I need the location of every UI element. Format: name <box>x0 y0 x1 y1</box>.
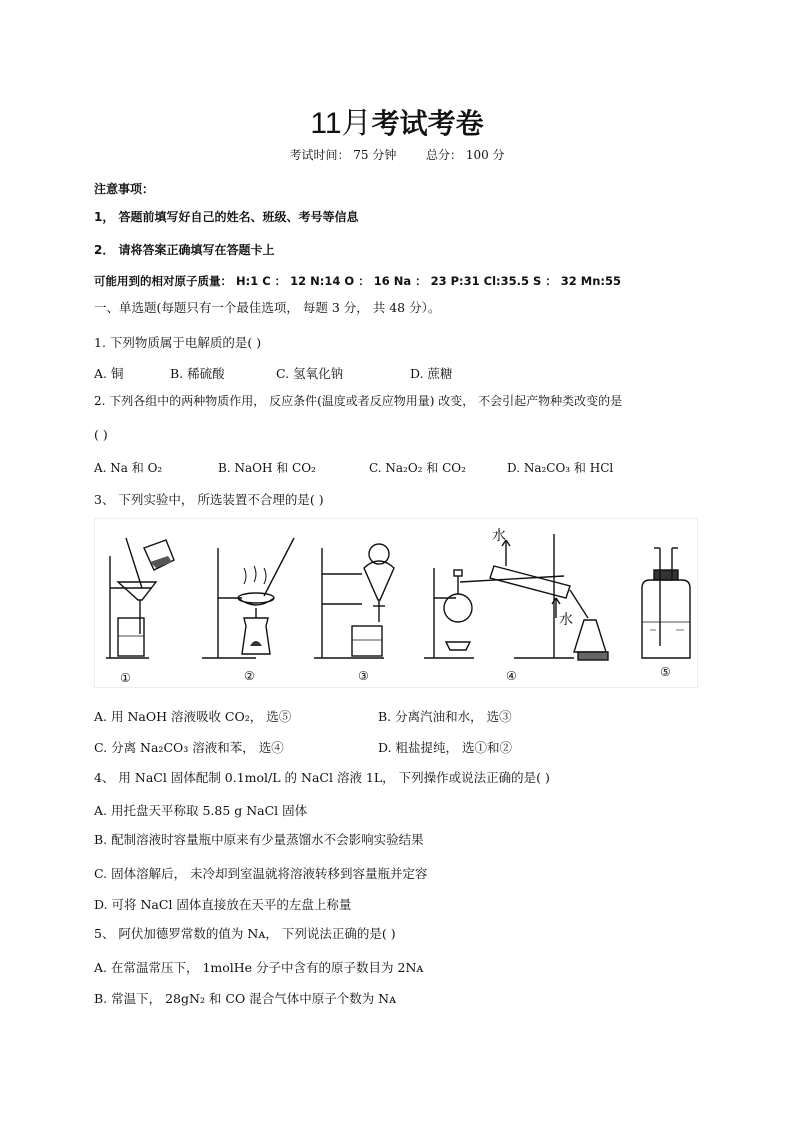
q1-stem: 1. 下列物质属于电解质的是( ) <box>94 335 262 350</box>
q2-option-a: A. Na 和 O₂ <box>94 461 163 475</box>
q2-option-d: D. Na₂CO₃ 和 HCl <box>507 461 614 475</box>
exam-info <box>0 146 794 163</box>
water-label-bottom: 水 <box>559 612 573 628</box>
q3-option-b: B. 分离汽油和水， 选③ <box>378 709 512 724</box>
notice-item-1: 1， 答题前填写好自己的姓名、班级、考号等信息 <box>94 210 359 224</box>
notice-heading: 注意事项： <box>94 182 155 196</box>
q3-apparatus-figure <box>94 518 698 688</box>
q2-option-b: B. NaOH 和 CO₂ <box>218 461 316 475</box>
q4-option-a: A. 用托盘天平称取 5.85 g NaCl 固体 <box>94 803 308 818</box>
figure-label-2: ② <box>244 669 255 683</box>
notice-item-2: 2． 请将答案正确填写在答题卡上 <box>94 243 275 257</box>
q5-option-a: A. 在常温常压下， 1molHe 分子中含有的原子数目为 2Nᴀ <box>94 960 424 975</box>
figure-label-3: ③ <box>358 669 369 683</box>
q3-option-a: A. 用 NaOH 溶液吸收 CO₂， 选⑤ <box>94 709 292 724</box>
q2-option-c: C. Na₂O₂ 和 CO₂ <box>369 461 466 475</box>
q4-stem: 4、 用 NaCl 固体配制 0.1mol/L 的 NaCl 溶液 1L， 下列操作或说法正确的是( ) <box>94 770 550 785</box>
figure-label-5: ⑤ <box>660 665 671 679</box>
figure-label-4: ④ <box>506 669 517 683</box>
q2-paren: ( ) <box>94 427 108 442</box>
exam-time: 考试时间： 75 分钟 <box>289 148 397 162</box>
title-number: 11月 <box>310 107 372 140</box>
q1-option-b: B. 稀硫酸 <box>170 366 225 381</box>
section-heading: 一、单选题(每题只有一个最佳选项， 每题 3 分， 共 48 分）。 <box>94 300 441 315</box>
q1-option-c: C. 氢氧化钠 <box>276 366 344 381</box>
figure-label-1: ① <box>120 671 131 685</box>
page-title <box>0 98 794 142</box>
exam-total: 总分： 100 分 <box>426 148 505 162</box>
title-text: 考试考卷 <box>371 107 484 140</box>
q4-option-b: B. 配制溶液时容量瓶中原来有少量蒸馏水不会影响实验结果 <box>94 832 424 847</box>
q3-stem: 3、 下列实验中， 所选装置不合理的是( ) <box>94 492 324 507</box>
water-label-top: 水 <box>492 528 506 544</box>
q5-stem: 5、 阿伏加德罗常数的值为 Nᴀ， 下列说法正确的是( ) <box>94 926 396 941</box>
atomic-masses: 可能用到的相对原子质量： H:1 C ： 12 N:14 O ： 16 Na ： 23 P:31 Cl:35.5 S ： 32 Mn:55 <box>94 274 622 288</box>
q3-option-d: D. 粗盐提纯， 选①和② <box>378 740 512 755</box>
q1-option-a: A. 铜 <box>94 366 124 381</box>
q2-stem: 2. 下列各组中的两种物质作用， 反应条件(温度或者反应物用量) 改变， 不会引起产物种类改变的是 <box>94 394 623 408</box>
q1-option-d: D. 蔗糖 <box>410 366 453 381</box>
q5-option-b: B. 常温下， 28gN₂ 和 CO 混合气体中原子个数为 Nᴀ <box>94 991 397 1006</box>
q4-option-c: C. 固体溶解后， 未冷却到室温就将溶液转移到容量瓶并定容 <box>94 866 428 881</box>
q4-option-d: D. 可将 NaCl 固体直接放在天平的左盘上称量 <box>94 897 352 912</box>
q3-option-c: C. 分离 Na₂CO₃ 溶液和苯， 选④ <box>94 740 284 755</box>
